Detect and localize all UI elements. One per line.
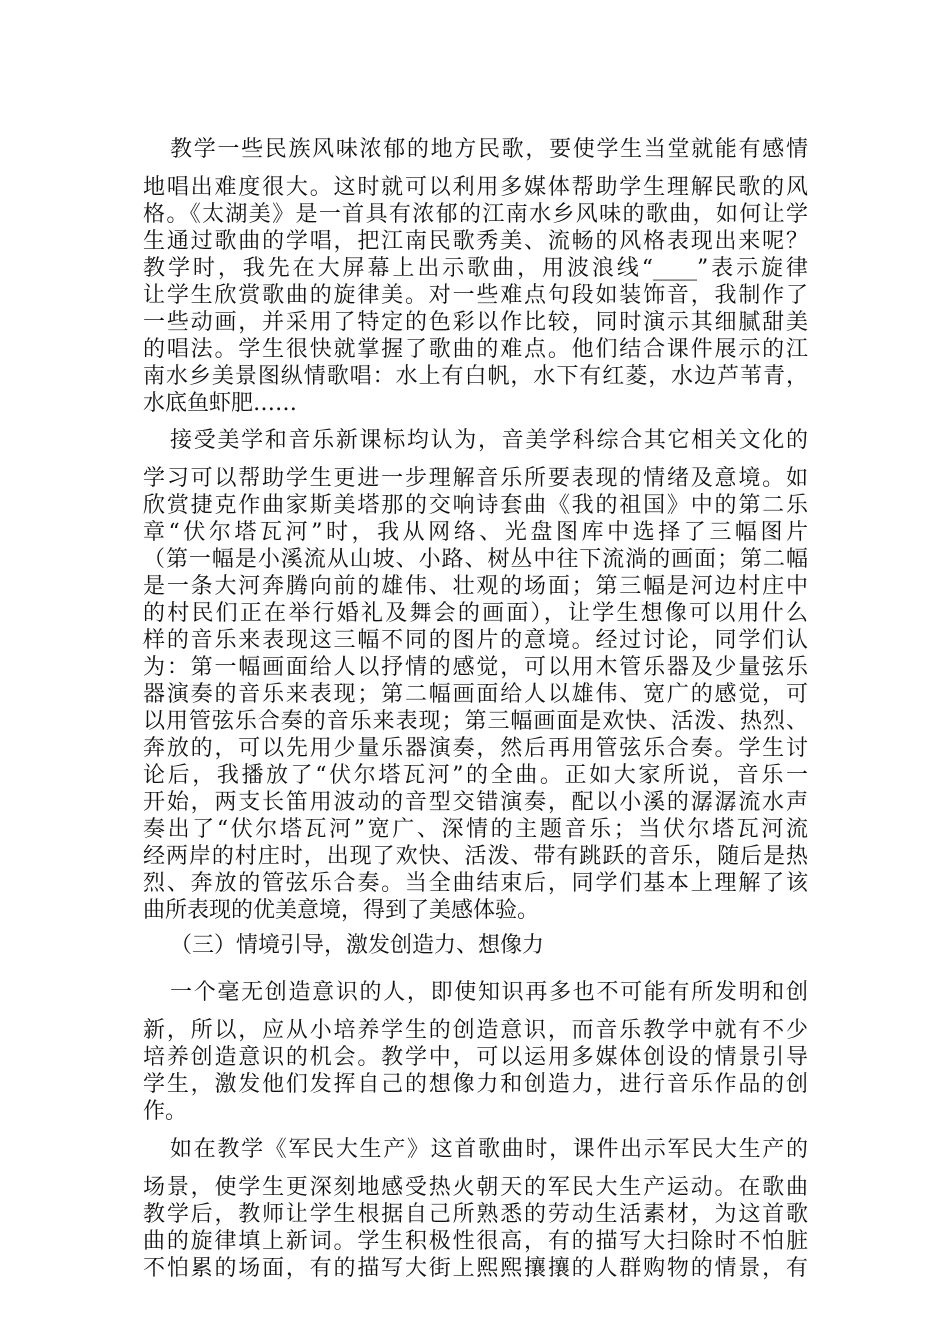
paragraph-1-line-9: 南水乡美景图纵情歌唱：水上有白帆，水下有红菱，水边芦苇青，	[143, 364, 808, 389]
paragraph-1-line-5: 教学时，我先在大屏幕上出示歌曲，用波浪线“____”表示旋律	[143, 256, 808, 281]
paragraph-2-line-13: 论后，我播放了“伏尔塔瓦河”的全曲。正如大家所说，音乐一	[143, 763, 808, 788]
paragraph-1-line-10: 水底鱼虾肥……	[143, 391, 298, 416]
paragraph-2-line-8: 样的音乐来表现这三幅不同的图片的意境。经过讨论，同学们认	[143, 628, 808, 653]
paragraph-2-line-5: （第一幅是小溪流从山坡、小路、树丛中往下流淌的画面；第二幅	[143, 547, 808, 572]
paragraph-3-line-3: 培养创造意识的机会。教学中，可以运用多媒体创设的情景引导	[143, 1045, 808, 1070]
paragraph-1-line-3: 格。《太湖美》是一首具有浓郁的江南水乡风味的歌曲，如何让学	[143, 202, 808, 227]
paragraph-2-line-1: 接受美学和音乐新课标均认为，音美学科综合其它相关文化的	[170, 428, 808, 453]
paragraph-4-line-5: 不怕累的场面，有的描写大街上熙熙攘攘的人群购物的情景，有	[143, 1256, 808, 1281]
section-heading: （三）情境引导，激发创造力、想像力	[170, 933, 545, 958]
paragraph-2-line-3: 欣赏捷克作曲家斯美塔那的交响诗套曲《我的祖国》中的第二乐	[143, 493, 808, 518]
paragraph-2-line-17: 烈、奔放的管弦乐合奏。当全曲结束后，同学们基本上理解了该	[143, 871, 808, 896]
paragraph-3-line-1: 一个毫无创造意识的人，即使知识再多也不可能有所发明和创	[170, 980, 808, 1005]
paragraph-2-line-18: 曲所表现的优美意境，得到了美感体验。	[143, 898, 540, 923]
paragraph-1-line-6: 让学生欣赏歌曲的旋律美。对一些难点句段如装饰音，我制作了	[143, 283, 808, 308]
paragraph-1-line-4: 生通过歌曲的学唱，把江南民歌秀美、流畅的风格表现出来呢？	[143, 229, 808, 254]
paragraph-2-line-11: 以用管弦乐合奏的音乐来表现；第三幅画面是欢快、活泼、热烈、	[143, 709, 808, 734]
paragraph-4-line-1: 如在教学《军民大生产》这首歌曲时，课件出示军民大生产的	[170, 1137, 808, 1162]
paragraph-1-line-7: 一些动画，并采用了特定的色彩以作比较，同时演示其细腻甜美	[143, 310, 808, 335]
paragraph-2-line-6: 是一条大河奔腾向前的雄伟、壮观的场面；第三幅是河边村庄中	[143, 574, 808, 599]
paragraph-4-line-4: 曲的旋律填上新词。学生积极性很高，有的描写大扫除时不怕脏	[143, 1229, 808, 1254]
paragraph-2-line-12: 奔放的，可以先用少量乐器演奏，然后再用管弦乐合奏。学生讨	[143, 736, 808, 761]
paragraph-3-line-5: 作。	[143, 1099, 188, 1124]
paragraph-3-line-4: 学生，激发他们发挥自己的想像力和创造力，进行音乐作品的创	[143, 1072, 808, 1097]
paragraph-2-line-10: 器演奏的音乐来表现；第二幅画面给人以雄伟、宽广的感觉，可	[143, 682, 808, 707]
paragraph-3-line-2: 新，所以，应从小培养学生的创造意识，而音乐教学中就有不少	[143, 1018, 808, 1043]
paragraph-2-line-7: 的村民们正在举行婚礼及舞会的画面），让学生想像可以用什么	[143, 601, 808, 626]
paragraph-2-line-16: 经两岸的村庄时，出现了欢快、活泼、带有跳跃的音乐，随后是热	[143, 844, 808, 869]
paragraph-2-line-14: 开始，两支长笛用波动的音型交错演奏，配以小溪的潺潺流水声	[143, 790, 808, 815]
paragraph-1-line-2: 地唱出难度很大。这时就可以利用多媒体帮助学生理解民歌的风	[143, 175, 808, 200]
paragraph-2-line-2: 学习可以帮助学生更进一步理解音乐所要表现的情绪及意境。如	[143, 466, 808, 491]
paragraph-2-line-4: 章“伏尔塔瓦河”时，我从网络、光盘图库中选择了三幅图片	[143, 520, 808, 545]
paragraph-4-line-2: 场景，使学生更深刻地感受热火朝天的军民大生产运动。在歌曲	[143, 1175, 808, 1200]
paragraph-2-line-15: 奏出了“伏尔塔瓦河”宽广、深情的主题音乐；当伏尔塔瓦河流	[143, 817, 808, 842]
paragraph-2-line-9: 为：第一幅画面给人以抒情的感觉，可以用木管乐器及少量弦乐	[143, 655, 808, 680]
paragraph-1-line-1: 教学一些民族风味浓郁的地方民歌，要使学生当堂就能有感情	[170, 137, 808, 162]
paragraph-1-line-8: 的唱法。学生很快就掌握了歌曲的难点。他们结合课件展示的江	[143, 337, 808, 362]
paragraph-4-line-3: 教学后，教师让学生根据自己所熟悉的劳动生活素材，为这首歌	[143, 1202, 808, 1227]
